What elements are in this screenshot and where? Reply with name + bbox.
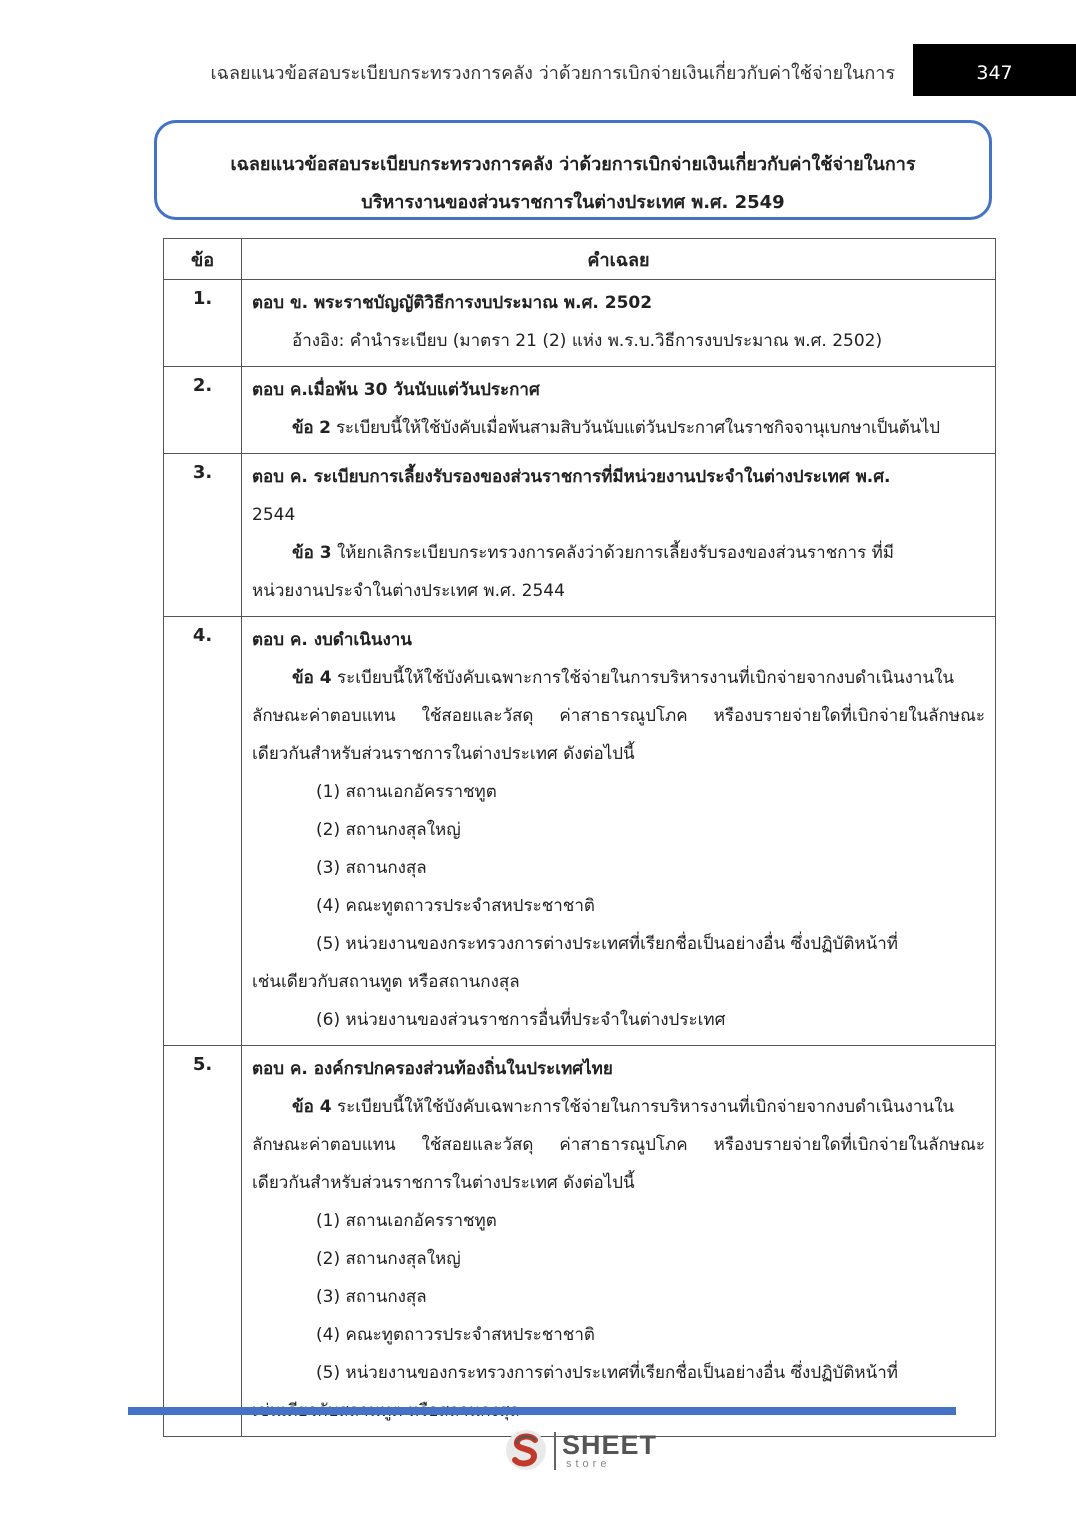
table-row xyxy=(164,367,996,454)
title-line-2: บริหารงานของส่วนราชการในต่างประเทศ พ.ศ. 2549 xyxy=(361,192,785,213)
clause-label: ข้อ 4 xyxy=(292,1097,332,1117)
answer-text: ตอบ ค. ระเบียบการเลี้ยงรับรองของส่วนราชการที่มีหน่วยงานประจำในต่างประเทศ พ.ศ. xyxy=(252,467,891,487)
table-header-row xyxy=(164,239,996,280)
row-number: 4. xyxy=(164,617,242,1046)
row-answer-cell xyxy=(242,280,996,367)
row-answer-cell xyxy=(242,617,996,1046)
row-number: 5. xyxy=(164,1046,242,1437)
clause-line xyxy=(252,409,985,447)
clause-line xyxy=(252,1088,985,1126)
page-number-box xyxy=(913,44,1076,96)
sheet-store-logo-icon xyxy=(504,1428,548,1472)
answer-table xyxy=(163,238,996,1437)
reference-text: อ้างอิง: คำนำระเบียบ (มาตรา 21 (2) แห่ง พ.ร.บ.วิธีการงบประมาณ พ.ศ. 2502) xyxy=(292,331,883,351)
list-item: (3) สถานกงสุล xyxy=(316,858,427,878)
list-item: (3) สถานกงสุล xyxy=(316,1287,427,1307)
row-answer-cell xyxy=(242,367,996,454)
list-item: (1) สถานเอกอัครราชทูต xyxy=(316,782,497,802)
clause-label: ข้อ 4 xyxy=(292,668,332,688)
table-row xyxy=(164,1046,996,1437)
logo-brand-subtext: store xyxy=(566,1458,611,1470)
list-item: (2) สถานกงสุลใหญ่ xyxy=(316,820,461,840)
table-row xyxy=(164,617,996,1046)
clause-label: ข้อ 3 xyxy=(292,543,332,563)
list-item: (4) คณะทูตถาวรประจำสหประชาชาติ xyxy=(316,896,595,916)
list-item: (1) สถานเอกอัครราชทูต xyxy=(316,1211,497,1231)
clause-text-continued: เดียวกันสำหรับส่วนราชการในต่างประเทศ ดังต่อไปนี้ xyxy=(252,1173,635,1193)
clause-text-continued: ลักษณะค่าตอบแทน ใช้สอยและวัสดุ ค่าสาธารณูปโภค หรืองบรายจ่ายใดที่เบิกจ่ายในลักษณะ xyxy=(252,1135,985,1155)
clause-text: ระเบียบนี้ให้ใช้บังคับเฉพาะการใช้จ่ายในการบริหารงานที่เบิกจ่ายจากงบดำเนินงานใน xyxy=(331,668,955,688)
list-item: (5) หน่วยงานของกระทรวงการต่างประเทศที่เรียกชื่อเป็นอย่างอื่น ซึ่งปฏิบัติหน้าที่ xyxy=(316,934,898,954)
answer-text: ตอบ ค. งบดำเนินงาน xyxy=(252,630,412,650)
title-line-1: เฉลยแนวข้อสอบระเบียบกระทรวงการคลัง ว่าด้วยการเบิกจ่ายเงินเกี่ยวกับค่าใช้จ่ายในการ xyxy=(230,154,916,175)
row-number: 2. xyxy=(164,367,242,454)
clause-text-continued: ลักษณะค่าตอบแทน ใช้สอยและวัสดุ ค่าสาธารณูปโภค หรืองบรายจ่ายใดที่เบิกจ่ายในลักษณะ xyxy=(252,706,985,726)
list-item: (6) หน่วยงานของส่วนราชการอื่นที่ประจำในต่างประเทศ xyxy=(316,1010,726,1030)
answer-text: ตอบ ค.เมื่อพ้น 30 วันนับแต่วันประกาศ xyxy=(252,380,540,400)
column-header-no: ข้อ xyxy=(164,239,242,280)
title-box xyxy=(154,120,992,220)
answer-text: ตอบ ค. องค์กรปกครองส่วนท้องถิ่นในประเทศไทย xyxy=(252,1059,613,1079)
table-row xyxy=(164,454,996,617)
clause-text-continued: หน่วยงานประจำในต่างประเทศ พ.ศ. 2544 xyxy=(252,581,565,601)
clause-text-continued: เดียวกันสำหรับส่วนราชการในต่างประเทศ ดังต่อไปนี้ xyxy=(252,744,635,764)
list-item: (4) คณะทูตถาวรประจำสหประชาชาติ xyxy=(316,1325,595,1345)
clause-label: ข้อ 2 xyxy=(292,418,331,438)
answer-text-continued: 2544 xyxy=(252,505,296,525)
logo-brand-text: SHEET xyxy=(562,1430,658,1460)
list-item: (5) หน่วยงานของกระทรวงการต่างประเทศที่เรียกชื่อเป็นอย่างอื่น ซึ่งปฏิบัติหน้าที่ xyxy=(316,1363,898,1383)
row-answer-cell xyxy=(242,1046,996,1437)
sheet-store-logo xyxy=(504,1428,674,1478)
list-item-continued: เช่นเดียวกับสถานทูต หรือสถานกงสุล xyxy=(252,972,520,992)
logo-separator xyxy=(554,1432,556,1470)
clause-text: ระเบียบนี้ให้ใช้บังคับเมื่อพ้นสามสิบวันนับแต่วันประกาศในราชกิจจานุเบกษาเป็นต้นไป xyxy=(330,418,940,438)
row-answer-cell xyxy=(242,454,996,617)
clause-text: ให้ยกเลิกระเบียบกระทรวงการคลังว่าด้วยการเลี้ยงรับรองของส่วนราชการ ที่มี xyxy=(331,543,895,563)
header-title: เฉลยแนวข้อสอบระเบียบกระทรวงการคลัง ว่าด้วยการเบิกจ่ายเงินเกี่ยวกับค่าใช้จ่ายในการ xyxy=(210,63,895,84)
footer-accent-bar xyxy=(128,1407,956,1415)
clause-line xyxy=(252,534,985,572)
clause-line xyxy=(252,659,985,697)
table-row xyxy=(164,280,996,367)
column-header-answer: คำเฉลย xyxy=(242,239,996,280)
row-number: 3. xyxy=(164,454,242,617)
page-number: 347 xyxy=(976,62,1013,84)
clause-text: ระเบียบนี้ให้ใช้บังคับเฉพาะการใช้จ่ายในการบริหารงานที่เบิกจ่ายจากงบดำเนินงานใน xyxy=(331,1097,955,1117)
row-number: 1. xyxy=(164,280,242,367)
list-item: (2) สถานกงสุลใหญ่ xyxy=(316,1249,461,1269)
answer-text: ตอบ ข. พระราชบัญญัติวิธีการงบประมาณ พ.ศ. 2502 xyxy=(252,293,653,313)
